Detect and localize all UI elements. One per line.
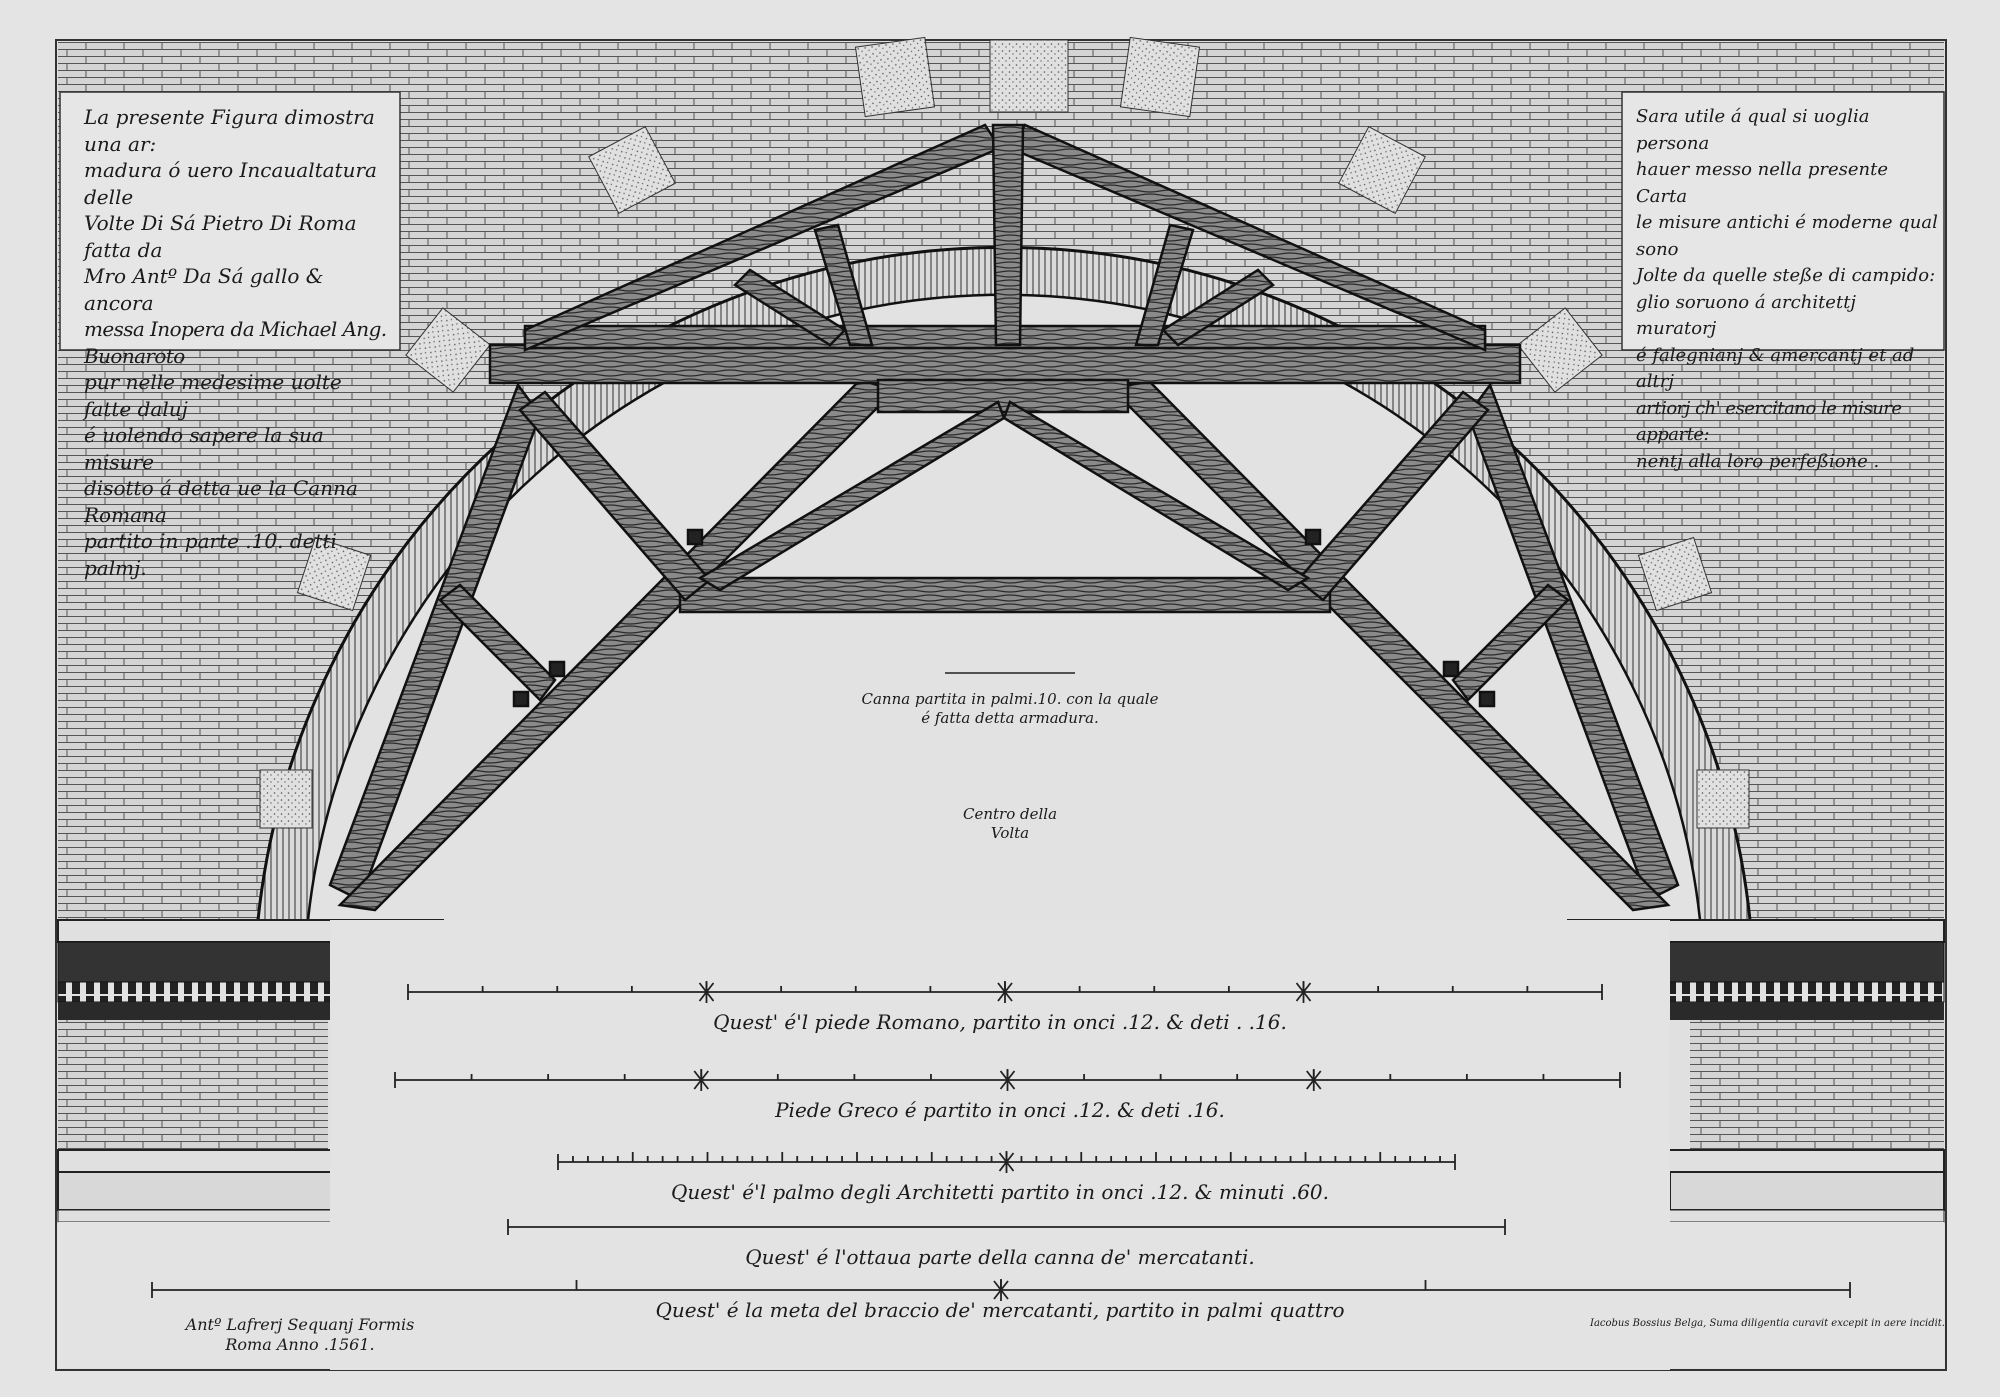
inscription-line: messa Inopera da Michael Ang. Buonaroto (84, 317, 387, 368)
inscription-line: glio soruono á architettj muratorj (1636, 291, 1857, 339)
inscription-line: artiorj ch' esercitano le misure apparte: (1636, 397, 1902, 445)
publisher-imprint (150, 1315, 450, 1355)
palmo-architetti-caption: Quest' é'l palmo degli Architetti partito in onci .12. & minuti .60. (670, 1180, 1330, 1204)
lower-collar-beam (680, 578, 1330, 612)
inscription-line: Jolte da quelle steße di campido: (1636, 265, 1936, 286)
inscription-line: disotto á detta ue la Canna Romana (84, 476, 358, 527)
centro-line: Centro della (962, 805, 1058, 823)
inscription-line: madura ó uero Incaualtatura delle (84, 158, 377, 209)
lower-field-right (1670, 1222, 1944, 1368)
inscription-line: Volte Di Sá Pietro Di Roma fatta da (84, 211, 357, 262)
ottaua-canna-caption: Quest' é l'ottaua parte della canna de' mercatanti. (745, 1245, 1255, 1269)
tie-beam-center-block (878, 380, 1128, 412)
inscription-line: le misure antichi é moderne qual sono (1636, 212, 1938, 260)
imprint-line: Antº Lafrerj Sequanj Formis (185, 1315, 415, 1334)
canna-caption (860, 690, 1160, 728)
canna-caption-line: é fatta detta armadura. (921, 709, 1099, 727)
upper-tie-beam (490, 345, 1520, 383)
left-inscription-text (84, 104, 394, 581)
inscription-line: Sara utile á qual si uoglia persona (1636, 106, 1870, 154)
imprint-line: Roma Anno .1561. (225, 1335, 375, 1354)
inscription-line: partito in parte .10. detti palmj. (84, 529, 337, 580)
king-post (993, 125, 1023, 345)
canna-caption-line: Canna partita in palmi.10. con la quale (861, 690, 1159, 708)
centro-della-volta-label (940, 805, 1080, 843)
brick-wall-right-lower (1690, 1020, 1944, 1160)
centro-line: Volta (990, 824, 1030, 842)
brick-wall-left-lower (58, 1020, 328, 1160)
inscription-line: hauer messo nella presente Carta (1636, 159, 1889, 207)
engraver-imprint: Iacobus Bossius Belga, Suma diligentia curavit excepit in aere incidit. (1590, 1318, 1945, 1329)
inscription-line: nentj alla loro perfeßione . (1636, 450, 1880, 472)
piede-romano-caption: Quest' é'l piede Romano, partito in onci .12. & deti . .16. (713, 1010, 1287, 1034)
piede-greco-caption: Piede Greco é partito in onci .12. & deti .16. (775, 1098, 1225, 1122)
inscription-line: é uolendo sapere la sua misure (84, 423, 324, 474)
inscription-line: Mro Antº Da Sá gallo & ancora (84, 264, 324, 315)
inscription-line: pur nelle medesime uolte fatte daluj (84, 370, 342, 421)
right-inscription-text (1636, 104, 1940, 475)
inscription-line: é falegnianj & amercantj et ad altrj (1636, 344, 1915, 392)
meta-braccio-caption: Quest' é la meta del braccio de' mercatanti, partito in palmi quattro (655, 1298, 1345, 1322)
inscription-line: La presente Figura dimostra una ar: (84, 105, 375, 156)
